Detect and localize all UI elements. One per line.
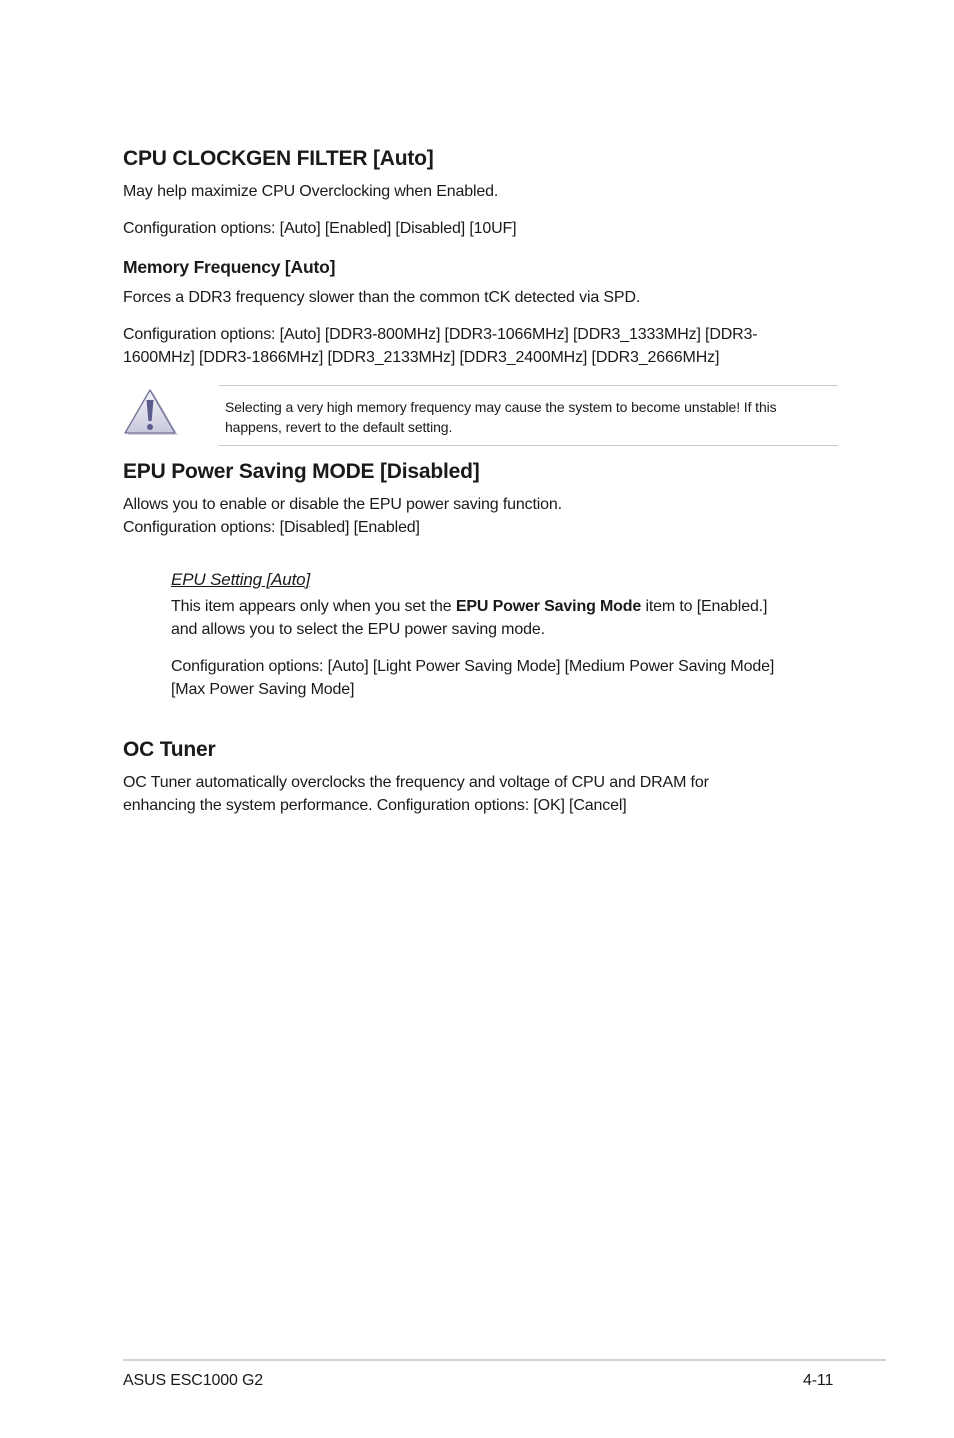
epu-setting-desc-bold: EPU Power Saving Mode bbox=[455, 598, 642, 615]
memory-frequency-heading: Memory Frequency [Auto] bbox=[123, 257, 336, 277]
memory-frequency-desc: Forces a DDR3 frequency slower than the common tCK detected via SPD. bbox=[123, 289, 641, 306]
footer-product-name: ASUS ESC1000 G2 bbox=[123, 1372, 264, 1389]
oc-tuner-desc-line2: enhancing the system performance. Configuration options: [OK] [Cancel] bbox=[123, 797, 627, 814]
cpu-clockgen-desc: May help maximize CPU Overclocking when Enabled. bbox=[123, 183, 499, 200]
warning-top-divider bbox=[219, 385, 838, 386]
epu-power-saving-options: Configuration options: [Disabled] [Enabled] bbox=[123, 519, 420, 536]
memory-frequency-options-line1: Configuration options: [Auto] [DDR3-800MHz] [DDR3-1066MHz] [DDR3_1333MHz] [DDR3- bbox=[123, 326, 758, 343]
epu-setting-desc-line1 bbox=[171, 595, 767, 618]
oc-tuner-desc-line1: OC Tuner automatically overclocks the frequency and voltage of CPU and DRAM for bbox=[123, 774, 709, 791]
cpu-clockgen-options: Configuration options: [Auto] [Enabled] [Disabled] [10UF] bbox=[123, 220, 517, 237]
footer-page-number: 4-11 bbox=[803, 1372, 834, 1389]
epu-power-saving-desc: Allows you to enable or disable the EPU power saving function. bbox=[123, 496, 562, 513]
oc-tuner-heading: OC Tuner bbox=[123, 738, 216, 761]
warning-text-line1: Selecting a very high memory frequency may cause the system to become unstable! If this bbox=[225, 399, 777, 415]
epu-setting-desc-line2: and allows you to select the EPU power saving mode. bbox=[171, 621, 545, 638]
warning-text-line2: happens, revert to the default setting. bbox=[225, 419, 453, 435]
warning-bottom-divider bbox=[219, 445, 838, 446]
epu-setting-heading: EPU Setting [Auto] bbox=[171, 570, 311, 589]
epu-setting-options-line1: Configuration options: [Auto] [Light Power Saving Mode] [Medium Power Saving Mode] bbox=[171, 658, 775, 675]
epu-setting-desc-suffix: item to [Enabled.] bbox=[641, 598, 768, 615]
epu-setting-desc-prefix: This item appears only when you set the bbox=[171, 598, 456, 615]
warning-triangle-icon bbox=[124, 388, 180, 438]
memory-frequency-options-line2: 1600MHz] [DDR3-1866MHz] [DDR3_2133MHz] [DDR3_2400MHz] [DDR3_2666MHz] bbox=[123, 349, 720, 366]
cpu-clockgen-heading: CPU CLOCKGEN FILTER [Auto] bbox=[123, 147, 434, 170]
footer-divider bbox=[123, 1359, 886, 1361]
epu-power-saving-heading: EPU Power Saving MODE [Disabled] bbox=[123, 460, 480, 483]
epu-setting-options-line2: [Max Power Saving Mode] bbox=[171, 681, 355, 698]
